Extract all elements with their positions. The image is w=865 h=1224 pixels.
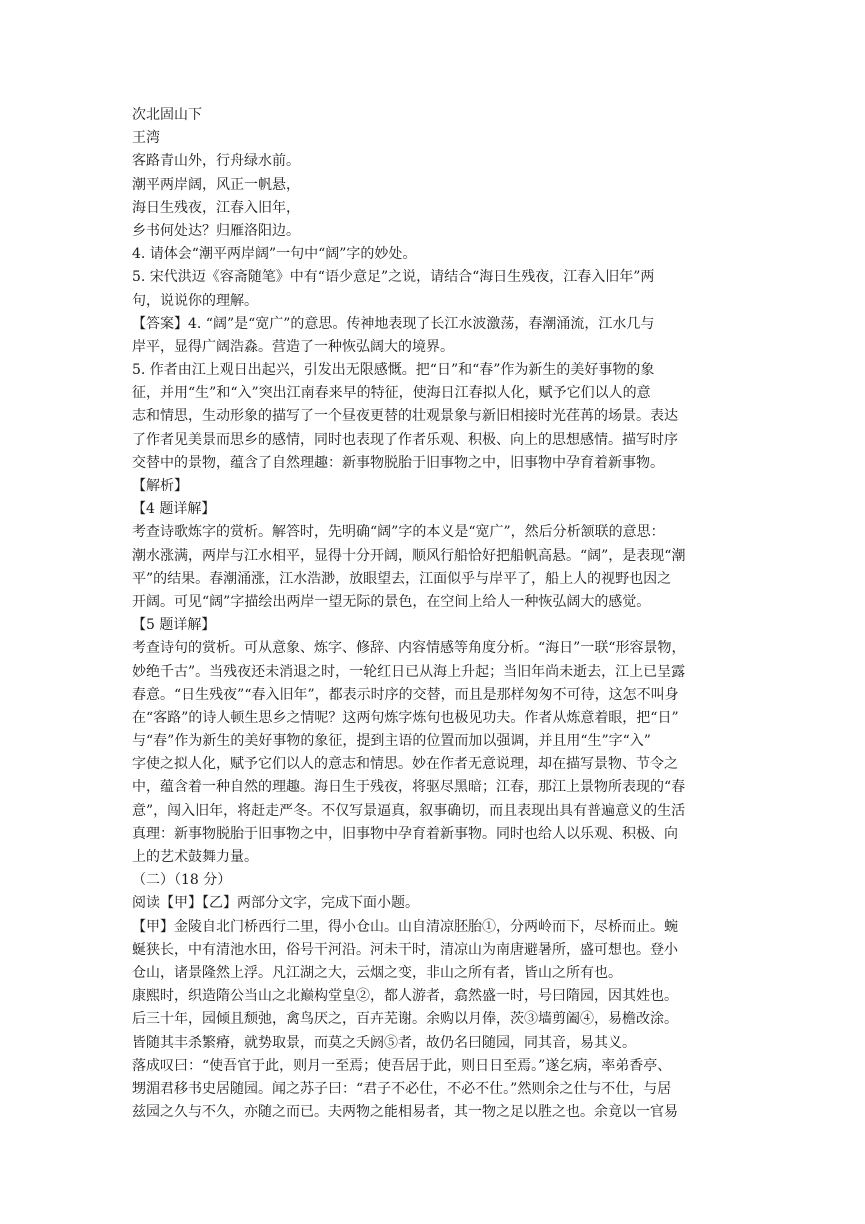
answer-text: 征，并用“生”和“入”突出江南春来早的特征，使海日江春拟人化，赋予它们以人的意: [132, 385, 651, 402]
analysis-text: 考查诗歌炼字的赏析。解答时，先明确“阔”字的本义是“宽广”，然后分析颔联的意思：: [132, 524, 665, 541]
analysis-text: 意”，闯入旧年，将赶走严冬。不仅写景逼真，叙事确切，而且表现出具有普遍意义的生活: [132, 802, 686, 819]
poem-line: 乡书何处达？归雁洛阳边。: [132, 222, 300, 239]
passage-text: 【甲】金陵自北门桥西行二里，得小仓山。山自清凉胚胎①，分两岭而下，尽桥而止。蜿: [132, 918, 678, 935]
answer-text: 交替中的景物，蕴含了自然理趣：新事物脱胎于旧事物之中，旧事物中孕育着新事物。: [132, 454, 664, 471]
detail-heading-4: 【4 题详解】: [132, 501, 216, 518]
analysis-text: 与“春”作为新生的美好事物的象征，提到主语的位置而加以强调，并且用“生”字“入”: [132, 733, 651, 750]
analysis-text: 中，蕴含着一种自然的理趣。海日生于残夜，将驱尽黑暗；江春，那江上景物所表现的“春: [132, 779, 686, 796]
passage-text: 兹园之久与不久，亦随之而已。夫两物之能相易者，其一物之足以胜之也。余竟以一官易: [132, 1104, 678, 1121]
analysis-heading: 【解析】: [132, 478, 188, 494]
analysis-text: 潮水涨满，两岸与江水相平，显得十分开阔，顺风行船恰好把船帆高悬。“阔”，是表现“潮: [132, 547, 686, 564]
passage-text: 落成叹曰：“使吾官于此，则月一至焉；使吾居于此，则日日至焉。”遂乞病，率弟香亭、: [132, 1057, 672, 1074]
answer-text: 志和情思，生动形象的描写了一个昼夜更替的壮观景象与新旧相接时光荏苒的场景。表达: [132, 408, 678, 425]
document-body: [132, 104, 738, 1124]
analysis-text: 妙绝千古”。当残夜还未消退之时，一轮红日已从海上升起；当旧年尚未逝去，江上已呈露: [132, 663, 686, 680]
poem-line: 客路青山外，行舟绿水前。: [132, 153, 300, 170]
analysis-text: 上的艺术鼓舞力量。: [132, 849, 258, 865]
passage-text: 甥湄君移书史居随园。闻之苏子曰：“君子不必仕，不必不仕。”然则余之仕与不仕，与居: [132, 1080, 672, 1097]
section-heading: （二）（18 分）: [132, 872, 232, 889]
analysis-text: 考查诗句的赏析。可从意象、炼字、修辞、内容情感等角度分析。“海日”一联“形容景物，: [132, 640, 686, 657]
poem-line: 潮平两岸阔，风正一帆悬，: [132, 176, 300, 193]
question-4: 4. 请体会“潮平两岸阔”一句中“阔”字的妙处。: [132, 246, 417, 263]
analysis-text: 字使之拟人化，赋予它们以人的意志和情思。妙在作者无意说理，却在描写景物、节令之: [132, 756, 678, 773]
analysis-text: 春意。“日生残夜”“春入旧年”，都表示时序的交替，而且是那样匆匆不可待，这怎不叫身: [132, 686, 679, 703]
passage-text: 后三十年，园倾且颓弛，禽鸟厌之，百卉芜谢。余购以月俸，茨③墙剪阖④，易檐改涂。: [132, 1011, 678, 1028]
poem-line: 海日生残夜，江春入旧年，: [132, 199, 300, 216]
analysis-text: 开阔。可见“阔”字描绘出两岸一望无际的景色，在空间上给人一种恢弘阔大的感觉。: [132, 593, 651, 610]
question-5: 句，说说你的理解。: [132, 292, 258, 309]
analysis-text: 在“客路”的诗人顿生思乡之情呢？这两句炼字炼句也极见功夫。作者从炼意着眼，把“日”: [132, 709, 679, 726]
analysis-text: 平”的结果。春潮涌涨，江水浩渺，放眼望去，江面似乎与岸平了，船上人的视野也因之: [132, 570, 672, 587]
passage-text: 皆随其丰杀繁瘠，就势取景，而莫之夭阏⑤者，故仍名曰随园，同其音，易其义。: [132, 1034, 636, 1051]
passage-text: 蜒狭长，中有清池水田，俗号干河沿。河未干时，清凉山为南唐避暑所，盛可想也。登小: [132, 941, 678, 958]
detail-heading-5: 【5 题详解】: [132, 617, 216, 634]
poem-author: 王湾: [132, 130, 160, 147]
answer-text: 5. 作者由江上观日出起兴，引发出无限感慨。把“日”和“春”作为新生的美好事物的象: [132, 362, 655, 379]
passage-text: 仓山，诸景隆然上浮。凡江湖之大，云烟之变，非山之所有者，皆山之所有也。: [132, 964, 622, 981]
passage-text: 康熙时，织造隋公当山之北巅构堂皇②，都人游者，翕然盛一时，号曰隋园，因其姓也。: [132, 988, 678, 1005]
reading-instruction: 阅读【甲】【乙】两部分文字，完成下面小题。: [132, 895, 419, 912]
answer-text: 岸平，显得广阔浩淼。营造了一种恢弘阔大的境界。: [132, 338, 454, 355]
analysis-text: 真理：新事物脱胎于旧事物之中，旧事物中孕育着新事物。同时也给人以乐观、积极、向: [132, 825, 678, 842]
poem-title: 次北固山下: [132, 107, 202, 123]
answer-text: 【答案】4. “阔”是“宽广”的意思。传神地表现了长江水波激荡，春潮涌流，江水几与: [132, 315, 655, 332]
answer-text: 了作者见美景而思乡的感情，同时也表现了作者乐观、积极、向上的思想感情。描写时序: [132, 431, 678, 448]
question-5: 5. 宋代洪迈《容斋随笔》中有“语少意足”之说，请结合“海日生残夜，江春入旧年”两: [132, 269, 655, 286]
